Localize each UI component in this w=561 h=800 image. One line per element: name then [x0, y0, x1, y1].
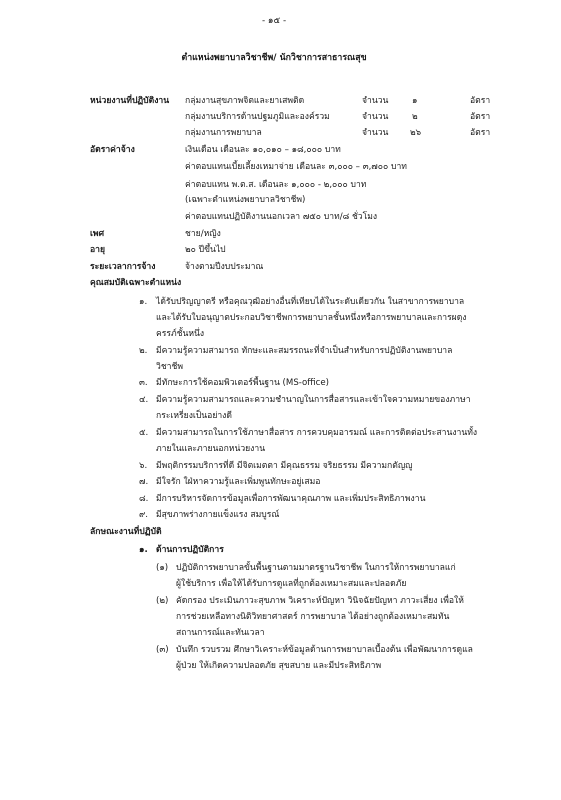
unit-label: หน่วยงานที่ปฏิบัติงาน: [90, 96, 170, 106]
duty-text: ผู้ใช้บริการ เพื่อให้ได้รับการดูแลที่ถูกต้องเหมาะสมและปลอดภัย: [176, 579, 407, 589]
qualifications-heading: คุณสมบัติเฉพาะตำแหน่ง: [90, 278, 182, 288]
qualification-number: ๔.: [139, 395, 149, 405]
unit-qty-label: จำนวน: [362, 128, 389, 138]
unit-qty: ๑: [412, 96, 418, 106]
qualification-number: ๙.: [139, 510, 149, 520]
sex-value: ชาย/หญิง: [185, 229, 221, 239]
wage-line: ค่าตอบแทนปฏิบัติงานนอกเวลา ๗๕๐ บาท/๘ ชั่วโมง: [185, 212, 378, 222]
unit-unit: อัตรา: [470, 96, 491, 106]
wage-line: (เฉพาะตำแหน่งพยาบาลวิชาชีพ): [185, 195, 306, 205]
duty-text: การช่วยเหลือทางนิติวิทยาศาสตร์ การพยาบาล ได้อย่างถูกต้องเหมาะสมทัน: [176, 612, 450, 622]
qualification-number: ๑.: [139, 297, 148, 307]
qualification-text: มีความรู้ความสามารถและความชำนาญในการสื่อสารและเข้าใจความหมายของภาษา: [156, 395, 471, 405]
qualification-text: มีความสามารถในการใช้ภาษาสื่อสาร การควบคุมอารมณ์ และการติดต่อประสานงานทั้ง: [156, 428, 478, 438]
page-number: - ๑๕ -: [261, 16, 287, 26]
qualification-number: ๕.: [139, 428, 149, 438]
term-label: ระยะเวลาการจ้าง: [90, 262, 156, 272]
qualification-text: ภายในและภายนอกหน่วยงาน: [156, 444, 266, 454]
unit-name: กลุ่มงานการพยาบาล: [185, 128, 262, 138]
unit-unit: อัตรา: [470, 112, 491, 122]
unit-unit: อัตรา: [470, 128, 491, 138]
wage-line: เงินเดือน เดือนละ ๑๐,๐๑๐ – ๑๘,๐๐๐ บาท: [185, 145, 341, 155]
wage-line: ค่าตอบแทนเบี้ยเลี้ยงเหมาจ่าย เดือนละ ๓,๐๐๐ – ๓,๗๐๐ บาท: [185, 162, 407, 172]
duty-text: ปฏิบัติการพยาบาลขั้นพื้นฐานตามมาตรฐานวิชาชีพ ในการให้การพยาบาลแก่: [176, 563, 456, 573]
duty-number: (๓): [156, 645, 169, 655]
qualification-number: ๖.: [139, 461, 148, 471]
qualification-text: วิชาชีพ: [156, 362, 183, 372]
unit-qty: ๒๖: [410, 128, 422, 138]
term-value: จ้างตามปีงบประมาณ: [185, 262, 264, 272]
qualification-text: มีทักษะการใช้คอมพิวเตอร์พื้นฐาน (MS-office): [156, 378, 329, 388]
duty-number: (๒): [156, 596, 169, 606]
unit-qty: ๒: [412, 112, 418, 122]
qualification-text: กระเหรี่ยงเป็นอย่างดี: [156, 411, 232, 421]
qualification-number: ๗.: [139, 477, 149, 487]
wage-label: อัตราค่าจ้าง: [90, 145, 135, 155]
qualification-number: ๓.: [139, 378, 148, 388]
unit-qty-label: จำนวน: [362, 96, 389, 106]
qualification-text: และได้รับใบอนุญาตประกอบวิชาชีพการพยาบาลชั้นหนึ่งหรือการพยาบาลและการผดุง: [156, 313, 467, 323]
qualification-text: มีความรู้ความสามารถ ทักษะและสมรรถนะที่จำเป็นสำหรับการปฏิบัติงานพยาบาล: [156, 346, 453, 356]
duty-text: บันทึก รวบรวม ศึกษาวิเคราะห์ข้อมูลด้านการพยาบาลเบื้องต้น เพื่อพัฒนาการดูแล: [176, 645, 473, 655]
qualification-number: ๒.: [139, 346, 148, 356]
wage-line: ค่าตอบแทน พ.ต.ส. เดือนละ ๑,๐๐๐ - ๒,๐๐๐ บาท: [185, 180, 367, 190]
duties-sub-heading: ด้านการปฏิบัติการ: [156, 545, 224, 555]
unit-name: กลุ่มงานบริการด้านปฐมภูมิและองค์รวม: [185, 112, 330, 122]
duties-sub-number: ๑.: [139, 545, 148, 555]
qualification-text: มีการบริหารจัดการข้อมูลเพื่อการพัฒนาคุณภาพ และเพิ่มประสิทธิภาพงาน: [156, 494, 426, 504]
duty-text: สถานการณ์และทันเวลา: [176, 628, 265, 638]
qualification-text: ได้รับปริญญาตรี หรือคุณวุฒิอย่างอื่นที่เทียบได้ในระดับเดียวกัน ในสาขาการพยาบาล: [156, 297, 465, 307]
unit-qty-label: จำนวน: [362, 112, 389, 122]
qualification-text: ครรภ์ชั้นหนึ่ง: [156, 329, 205, 339]
duty-number: (๑): [156, 563, 169, 573]
qualification-text: มีใจรัก ใฝ่หาความรู้และเพิ่มพูนทักษะอยู่เสมอ: [156, 477, 321, 487]
unit-name: กลุ่มงานสุขภาพจิตและยาเสพติด: [185, 96, 305, 106]
sex-label: เพศ: [90, 229, 105, 239]
qualification-number: ๘.: [139, 494, 149, 504]
qualification-text: มีสุขภาพร่างกายแข็งแรง สมบูรณ์: [156, 510, 280, 520]
qualification-text: มีพฤติกรรมบริการที่ดี มีจิตเมตตา มีคุณธรรม จริยธรรม มีความกตัญญู: [156, 461, 413, 471]
page-title: ตำแหน่งพยาบาลวิชาชีพ/ นักวิชาการสาธารณสุข: [181, 53, 367, 63]
duty-text: คัดกรอง ประเมินภาวะสุขภาพ วิเคราะห์ปัญหา วินิจฉัยปัญหา ภาวะเสี่ยง เพื่อให้: [176, 596, 464, 606]
age-label: อายุ: [90, 245, 106, 255]
age-value: ๒๐ ปีขึ้นไป: [185, 245, 226, 255]
duties-heading: ลักษณะงานที่ปฏิบัติ: [90, 527, 162, 537]
duty-text: ผู้ป่วย ให้เกิดความปลอดภัย สุขสบาย และมีประสิทธิภาพ: [176, 661, 382, 671]
